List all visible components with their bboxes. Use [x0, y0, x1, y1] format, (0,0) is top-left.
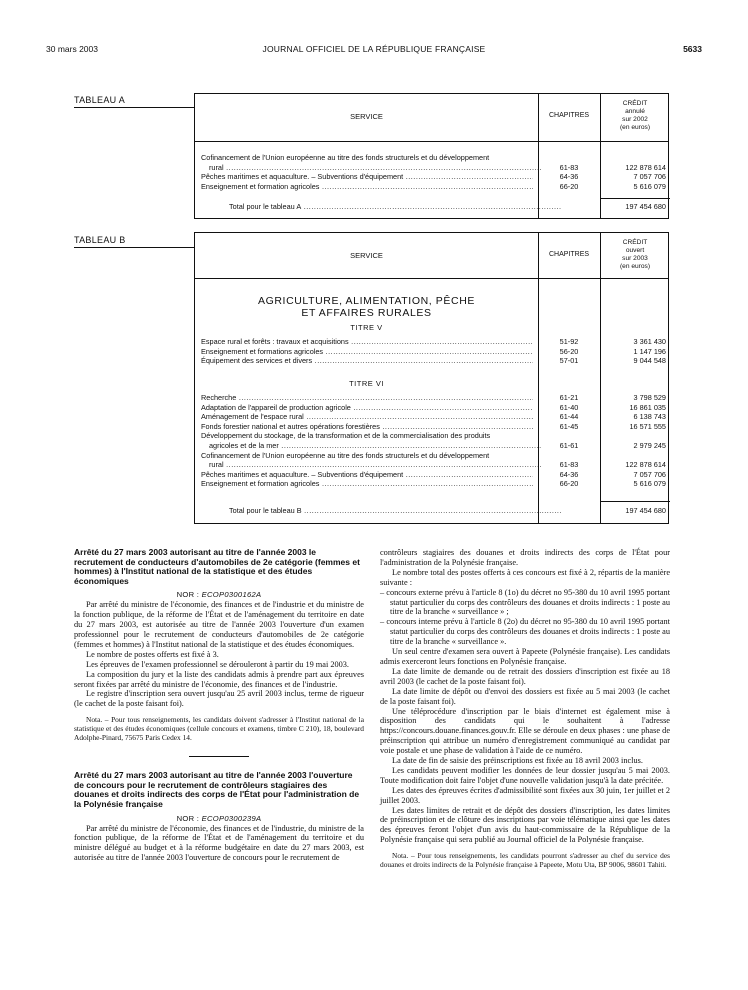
chapitre-cell: 56-20: [559, 346, 579, 356]
amount-cell: 5 616 079: [633, 181, 666, 191]
right-column: [380, 548, 670, 869]
amount-cell: 122 878 614: [625, 460, 666, 470]
service-cell: Équipement des services et divers .....: [201, 356, 533, 365]
paragraph: Un seul centre d'examen sera ouvert à Papeete (Polynésie française). Les candidats admis exerceront leurs fonctions en Polynésie française.: [380, 647, 670, 666]
arrete-2-paragraph: Par arrêté du ministre de l'économie, des finances et de l'industrie, du ministre de la fonction publique, de la réforme de l'État et de l'aménagement du territoire et du ministre délégué au budget et à la réforme budgétaire en date du 27 mars 2003, est autorisée au titre de l'année 2003 l'ouverture de concours pour le recrutement de: [74, 823, 364, 863]
amount-cell: 7 057 706: [633, 469, 666, 479]
chapitre-cell: 66-20: [559, 479, 579, 489]
chapitre-cell: 61-40: [559, 402, 579, 412]
amount-cell: 5 616 079: [633, 479, 666, 489]
titre-v: TITRE V: [350, 323, 383, 332]
paragraph: Les épreuves de l'examen professionnel se dérouleront à partir du 19 mai 2003.: [86, 659, 349, 669]
service-cell: Fonds forestier national et autres opérations forestières .....: [201, 422, 533, 431]
paragraph: Le nombre total des postes offerts à ces concours est fixé à 2, répartis de la manière suivante :: [380, 567, 670, 587]
chapitre-cell: 61-61: [559, 441, 579, 450]
table-row: [195, 163, 670, 172]
amount-cell: 3 361 430: [633, 337, 666, 346]
table-row: [195, 337, 670, 346]
chapitre-cell: 64-36: [559, 172, 579, 181]
chapitre-cell: 61-44: [559, 412, 579, 422]
amount-cell: 9 044 548: [633, 356, 666, 365]
chapitre-cell: 61-83: [559, 162, 579, 172]
paragraph: – concours interne prévu à l'article 8 (2o) du décret no 95-380 du 10 avril 1995 portant statut particulier du corps des contrôleurs des douanes et droits indirects : 1 poste au titre de la branche « surveillance ».: [380, 617, 670, 647]
table-row: [195, 451, 670, 460]
col-credit: CRÉDIT ouvert sur 2003 (en euros): [619, 239, 651, 270]
table-row: [195, 356, 670, 365]
col-chapitres: CHAPITRES: [548, 112, 590, 119]
chapitre-cell: 66-20: [559, 181, 579, 191]
section-title: AGRICULTURE, ALIMENTATION, PÊCHE: [258, 295, 475, 307]
chapitre-cell: 51-92: [559, 337, 579, 346]
chapitre-cell: 57-01: [559, 356, 579, 365]
service-cell: Enseignement et formation agricoles .....: [201, 182, 533, 191]
chapitre-cell: 61-83: [559, 460, 579, 470]
service-cell: agricoles et de la mer .....: [209, 441, 541, 450]
arrete-2-title: Arrêté du 27 mars 2003 autorisant au titre de l'année 2003 l'ouverture de concours pour le recrutement de contrôleurs stagiaires des douanes et droits indirects des corps de l'État pour l'administration de la Polynésie française: [74, 770, 360, 810]
tableau-a-label: TABLEAU A: [74, 95, 194, 108]
table-row: [195, 441, 670, 450]
service-cell: Recherche .....: [201, 393, 533, 402]
total-separator: [600, 501, 670, 502]
section-title: ET AFFAIRES RURALES: [301, 307, 432, 319]
table-row: [195, 431, 670, 440]
table-row: [195, 479, 670, 488]
table-row: [195, 393, 670, 402]
amount-cell: 3 798 529: [633, 393, 666, 402]
header-date: 30 mars 2003: [46, 44, 98, 54]
table-row: [195, 172, 670, 181]
paragraph: La date limite de dépôt ou d'envoi des dossiers est fixée au 5 mai 2003 (le cachet de la poste faisant foi).: [380, 686, 670, 706]
divider: [189, 756, 249, 757]
table-row: [195, 347, 670, 356]
total-row: [195, 506, 670, 515]
chapitre-cell: 61-21: [559, 393, 579, 402]
arrete-1-title: Arrêté du 27 mars 2003 autorisant au titre de l'année 2003 le recrutement de conducteurs d'automobiles de 2e catégorie (femmes et hommes) à l'Institut national de la statistique et des études économiques: [74, 547, 360, 586]
amount-cell: 2 979 245: [633, 441, 666, 450]
table-row: [195, 412, 670, 421]
amount-cell: 16 571 555: [629, 421, 666, 431]
col-credit: CRÉDIT annulé sur 2002 (en euros): [619, 100, 651, 131]
tableau-a: [194, 93, 669, 219]
journal-title: JOURNAL OFFICIEL DE LA RÉPUBLIQUE FRANÇAISE: [262, 44, 486, 54]
service-cell: Pêches maritimes et aquaculture. – Subventions d'équipement .....: [201, 470, 533, 479]
col-chapitres: CHAPITRES: [548, 251, 590, 258]
amount-cell: 16 861 035: [629, 402, 666, 412]
amount-cell: 122 878 614: [625, 162, 666, 172]
paragraph: Les dates limites de retrait et de dépôt des dossiers d'inscription, les dates limites de préinscription et de clôture des inscriptions par voie télématique ainsi que les dates des épreuves feront l'objet d'un avis du haut-commissaire de la République de la Polynésie française qui sera publié au Journal officiel de la Polynésie française.: [380, 805, 670, 845]
paragraph: Les candidats peuvent modifier les données de leur dossier jusqu'au 5 mai 2003. Toute modification doit faire l'objet d'une nouvelle validation jusqu'à la date précitée.: [380, 765, 670, 785]
total-row: [195, 202, 670, 211]
paragraph: Par arrêté du ministre de l'économie, des finances et de l'industrie et du ministre de la fonction publique, de la réforme de l'État et de l'aménagement du territoire en date du 27 mars 2003, est autorisée au titre de l'année 2003 l'ouverture d'un examen professionnel pour le recrutement de conducteurs d'automobiles de 2e catégorie (femmes et hommes) à l'Institut national de la statistique et des études économiques.: [74, 600, 364, 649]
table-row: [195, 403, 670, 412]
tableau-b: [194, 232, 669, 524]
paragraph: La date de fin de saisie des préinscriptions est fixée au 18 avril 2003 inclus.: [392, 756, 643, 766]
paragraph: Le registre d'inscription sera ouvert jusqu'au 25 avril 2003 inclus, terme de rigueur (le cachet de la poste faisant foi).: [74, 689, 364, 709]
service-cell: rural .....: [209, 460, 541, 469]
service-cell: Enseignement et formations agricoles .....: [201, 347, 533, 356]
service-cell: Cofinancement de l'Union européenne au titre des fonds structurels et du développement: [201, 450, 490, 460]
amount-cell: 7 057 706: [633, 172, 666, 181]
chapitre-cell: 64-36: [559, 469, 579, 479]
chapitre-cell: 61-45: [559, 421, 579, 431]
table-row: [195, 422, 670, 431]
total-value: 197 454 680: [625, 506, 666, 515]
page-header: [46, 44, 702, 58]
amount-cell: 6 138 743: [633, 412, 666, 422]
service-cell: Développement du stockage, de la transformation et de la commercialisation des produits: [201, 431, 491, 441]
table-row: [195, 182, 670, 191]
paragraph: La date limite de demande ou de retrait des dossiers d'inscription est fixée au 18 avril 2003 (le cachet de la poste faisant foi).: [380, 666, 670, 686]
total-value: 197 454 680: [625, 202, 666, 211]
tableau-b-label: TABLEAU B: [74, 235, 194, 248]
tableau-a-header: [195, 94, 668, 142]
service-cell: Adaptation de l'appareil de production agricole .....: [201, 403, 533, 412]
paragraph: contrôleurs stagiaires des douanes et droits indirects des corps de l'État pour l'administration de la Polynésie française.: [380, 548, 670, 567]
page-number: 5633: [683, 44, 702, 54]
titre-vi: TITRE VI: [349, 379, 384, 388]
table-row: [195, 460, 670, 469]
paragraph: Une téléprocédure d'inscription par le biais d'internet est également mise à disposition des candidats qui le souhaitent à l'adresse https://concours.douane.finances.gouv.fr. Elle se déroule en deux phases : une phase de préinscription qui attribue un numéro d'enregistrement communiqué au candidat par voie postale et une phase de validation à l'aide de ce numéro.: [380, 706, 670, 756]
total-separator: [600, 198, 670, 199]
service-cell: Aménagement de l'espace rural .....: [201, 412, 533, 421]
table-row: [195, 470, 670, 479]
arrete-1-nor: NOR : ECOP0300162A: [176, 590, 262, 600]
col-service: SERVICE: [350, 112, 383, 121]
paragraph: – concours externe prévu à l'article 8 (1o) du décret no 95-380 du 10 avril 1995 portant statut particulier du corps des contrôleurs des douanes et droits indirects : 1 poste au titre de la branche « surveillance » ;: [380, 587, 670, 617]
service-cell: Espace rural et forêts : travaux et acquisitions .....: [201, 337, 533, 346]
paragraph: Les dates des épreuves écrites d'admissibilité sont fixées aux 30 juin, 1er juillet et 2 juillet 2003.: [380, 785, 670, 805]
amount-cell: 1 147 196: [633, 346, 666, 356]
total-label: Total pour le tableau A .....: [229, 202, 561, 211]
col-service: SERVICE: [350, 251, 383, 260]
left-column: [74, 548, 364, 863]
paragraph: La composition du jury et la liste des candidats admis à prendre part aux épreuves seront fixées par arrêté du ministre de l'économie, des finances et de l'industrie.: [74, 669, 364, 689]
arrete-2-nor: NOR : ECOP0300239A: [176, 813, 262, 823]
arrete-1-note: Nota. – Pour tous renseignements, les candidats doivent s'adresser à l'Institut national de la statistique et des études économiques (cellule concours et examens, timbre C 210), 18, boulevard Adolphe-Pinard, 75675 Paris Cedex 14.: [74, 715, 364, 743]
total-label: Total pour le tableau B .....: [229, 506, 561, 515]
service-cell: Pêches maritimes et aquaculture. – Subventions d'équipement .....: [201, 172, 533, 181]
service-cell: rural .....: [209, 163, 541, 172]
service-cell: Enseignement et formation agricoles .....: [201, 479, 533, 488]
table-row: [195, 153, 670, 162]
arrete-2-note: Nota. – Pour tous renseignements, les candidats pourront s'adresser au chef du service des douanes et droits indirects de la Polynésie française à Papeete, Motu Uta, BP 9006, 98601 Tahiti.: [380, 851, 670, 870]
paragraph: Le nombre de postes offerts est fixé à 3.: [86, 649, 219, 659]
service-cell: Cofinancement de l'Union européenne au titre des fonds structurels et du développement: [201, 153, 490, 162]
tableau-b-header: [195, 233, 668, 279]
